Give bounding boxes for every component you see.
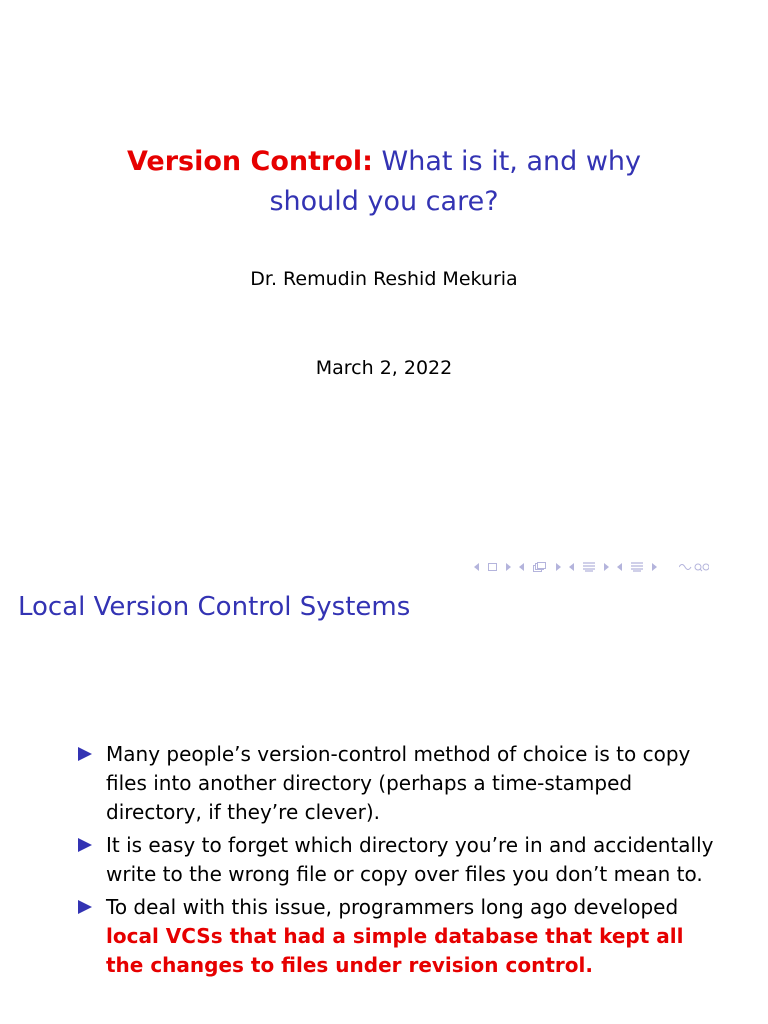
nav-section-icon[interactable] xyxy=(583,562,595,572)
frame-title: Local Version Control Systems xyxy=(18,592,411,622)
nav-document-prev-icon[interactable] xyxy=(617,563,623,571)
triangle-bullet-icon xyxy=(78,838,92,852)
presentation-title xyxy=(84,142,684,222)
nav-frame-next-icon[interactable] xyxy=(505,563,511,571)
nav-section-prev-icon[interactable] xyxy=(569,563,575,571)
triangle-bullet-icon xyxy=(78,900,92,914)
nav-document-icon[interactable] xyxy=(631,562,643,572)
nav-frame-prev-icon[interactable] xyxy=(474,563,480,571)
list-item xyxy=(76,831,726,889)
title-rest: What is it, and why should you care? xyxy=(269,146,642,217)
nav-subsection-icon[interactable] xyxy=(533,562,547,572)
nav-subsection-prev-icon[interactable] xyxy=(519,563,525,571)
beamer-navigation-bar xyxy=(474,558,709,576)
triangle-bullet-icon xyxy=(78,747,92,761)
bullet-text: Many people’s version-control method of choice is to copy files into another directory (perhaps a time-stamped directory, if they’re clever). xyxy=(106,742,691,824)
presentation-date: March 2, 2022 xyxy=(315,357,453,379)
bullet-list xyxy=(76,740,726,984)
list-item xyxy=(76,740,726,827)
nav-section-next-icon[interactable] xyxy=(603,563,609,571)
nav-document-next-icon[interactable] xyxy=(651,563,657,571)
author: Dr. Remudin Reshid Mekuria xyxy=(250,268,518,290)
local-vcs-slide xyxy=(0,576,768,1024)
bullet-text: It is easy to forget which directory you’re in and accidentally write to the wrong file or copy over files you don’t mean to. xyxy=(106,833,714,886)
nav-subsection-next-icon[interactable] xyxy=(555,563,561,571)
bullet-text: To deal with this issue, programmers long ago developed xyxy=(106,895,679,919)
list-item xyxy=(76,893,726,980)
title-highlight: Version Control: xyxy=(126,146,373,177)
alert-text: local VCSs that had a simple database that kept all the changes to files under revision control. xyxy=(106,924,684,977)
nav-frame-icon[interactable] xyxy=(488,563,497,571)
nav-search-icon[interactable] xyxy=(679,562,709,572)
